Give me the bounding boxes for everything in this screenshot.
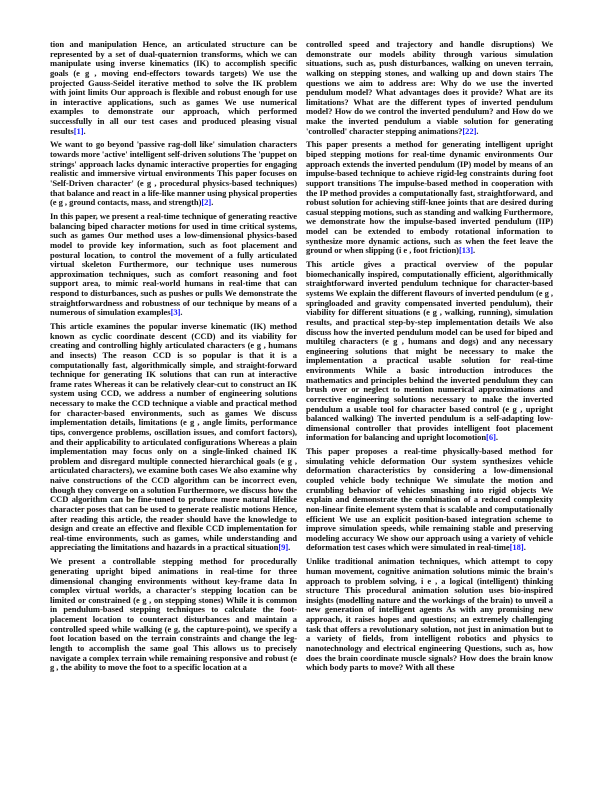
- citation-link[interactable]: [13]: [458, 245, 473, 256]
- citation-link[interactable]: [6]: [486, 432, 496, 443]
- paragraph: [50, 140, 297, 207]
- paragraph: [306, 40, 553, 136]
- paragraph-text: controlled speed and trajectory and handle disruptions) We demonstrate our models ability through various simulation situations, such as, push disturbances, walking on uneven terrain, walking on stepping stones, and walking up and down stairs The questions we aim to address are: Why do we use the inverted pendulum model? What advantages does it provide? What are its limitations? What are the different types of inverted pendulum model? How do we control the inverted pendulum? and How do we make the inverted pendulum a viable solution for generating 'controlled' character stepping animations?: [306, 39, 553, 136]
- paragraph-tail: .: [523, 542, 526, 553]
- right-column: [306, 40, 553, 677]
- paragraph-tail: .: [473, 245, 476, 256]
- paragraph: [306, 447, 553, 553]
- paragraph: [306, 260, 553, 443]
- citation-link[interactable]: [3]: [170, 307, 181, 318]
- paragraph-text: tion and manipulation Hence, an articulated structure can be represented by a set of dual-quaternion transforms, which we can manipulate using inverse kinematics (IK) to accomplish specific goals (e g , moving end-effectors towards targets) We use the projected Gauss-Seidel iterative method to solve the IK problem with joint limits Our approach is flexible and robust enough for use in interactive applications, such as games We use numerical examples to demonstrate our approach, which performed successfully in all our test cases and produced pleasing visual results: [50, 39, 297, 136]
- paragraph-tail: .: [83, 125, 86, 136]
- paragraph-tail: .: [476, 125, 479, 136]
- paragraph-text: We want to go beyond 'passive rag-doll like' simulation characters towards more 'active' intelligent self-driven solutions The 'puppet on strings' approach lacks dynamic interactive properties for engaging realistic and immersive virtual environments This paper focuses on 'Self-Driven character' (e g , procedural physics-based techniques) that balance and react in a life-like manner using physical properties (e g , ground contacts, mass, and strength): [50, 139, 297, 208]
- paragraph: [306, 140, 553, 256]
- paragraph-text: We present a controllable stepping method for procedurally generating upright biped animations in real-time for three dimensional changing environments without key-frame data In complex virtual worlds, a character's stepping location can be limited or constrained (e g , on stepping stones) While it is common in pendulum-based stepping techniques to calculate the foot-placement location to counteract disturbances and maintain a controlled speed while walking (e g, the capture-point), we specify a foot location based on the terrain constraints and change the leg-length to accomplish the same goal This allows us to precisely navigate a complex terrain while remaining responsive and robust (e g , the ability to move the foot to a specific location at a: [50, 556, 297, 673]
- paragraph-tail: .: [288, 542, 291, 553]
- paragraph: [50, 40, 297, 136]
- paragraph: [50, 322, 297, 553]
- paragraph-text: This paper presents a method for generating intelligent upright biped stepping motions for real-time dynamic environments Our approach extends the inverted pendulum (IP) model by means of an impulse-based technique to achieve rigid-leg constraints during foot support transitions The impulse-based method in cooperation with the IP method provides a computationally fast, straightforward, and robust solution for achieving stiff-knee joints that are desired during casual stepping motions, such as standing and walking Furthermore, we demonstrate how the impulse-based inverted pendulum (IIP) model can be extended to embody rotational information to synthesize more dynamic actions, such as when the feet leave the ground or when slipping (i e , foot friction): [306, 139, 553, 256]
- paragraph-tail: .: [495, 432, 498, 443]
- paragraph-text: This article examines the popular inverse kinematic (IK) method known as cyclic coordinate descent (CCD) and its viability for creating and controlling highly articulated characters (e g , humans and insects) The reason CCD is so popular is that it is a computationally fast, algorithmically simple, and straight-forward technique for generating IK solutions that can run at interactive frame rates Whereas it can be relatively clear-cut to construct an IK system using CCD, we address a number of engineering solutions necessary to make the CCD technique a viable and practical method for character-based environments, such as games We discuss implementation details, limitations (e g , angle limits, performance tips, convergence problems, oscillation issues, and comfort factors), and their applicability to articulated configurations Whereas a plain implementation may focus only on a single-linked chained IK problem and disregard multiple connected hierarchical goals (e g , articulated characters), we examine both cases We also examine why naive constructions of the CCD algorithm can be incorrect even, though they converge on a solution Furthermore, we discuss how the CCD algorithm can be fine-tuned to produce more natural lifelike character poses that can be used to generate realistic motions Hence, after reading this article, the reader should have the knowledge to design and create an effective and flexible CCD implementation for real-time environments, such as games, while understanding and appreciating the limitations and hazards in a practical situation: [50, 321, 297, 553]
- citation-link[interactable]: [9]: [278, 542, 289, 553]
- paragraph-text: This paper proposes a real-time physically-based method for simulating vehicle deformation Our system synthesizes vehicle deformation characteristics by considering a low-dimensional coupled vehicle body technique We simulate the motion and crumbling behavior of vehicles smashing into rigid objects We explain and demonstrate the combination of a reduced complexity non-linear finite element system that is scalable and computationally efficient We use an explicit position-based integration scheme to improve simulation speeds, while remaining stable and preserving modeling accuracy We show our approach using a variety of vehicle deformation test cases which were simulated in real-time: [306, 446, 553, 553]
- citation-link[interactable]: [18]: [509, 542, 524, 553]
- paragraph-text: This article gives a practical overview of the popular biomechanically inspired, computationally efficient, algorithmically straightforward inverted pendulum technique for character-based systems We explain the different flavours of inverted pendulum (e g , springloaded and gravity compensated inverted pendulum), their viability for different situations (e g , walking, running), simulation results, and practical step-by-step implementation details We also discuss how the inverted pendulum model can be used for biped and multileg characters (e g , humans and dogs) and any necessary engineering solutions that might be necessary to make the implementation a practical usable solution for real-time environments While a basic introduction introduces the mathematics and principles behind the inverted pendulum they can brush over or neglect to mention numerical approximations and corrective engineering solutions necessary to make the inverted pendulum a usable tool for character based control (e g , upright balanced walking) The inverted pendulum is a self-adapting low-dimensional controller that provides intelligent foot placement information for balancing and upright locomotion: [306, 259, 553, 443]
- paragraph: [306, 557, 553, 673]
- citation-link[interactable]: [2]: [201, 197, 212, 208]
- paragraph-text: Unlike traditional animation techniques, which attempt to copy human movement, cognitive animation solutions mimic the brain's approach to problem solving, i e , a logical (intelligent) thinking structure This procedural animation solution uses bio-inspired insights (modelling nature and the workings of the brain) to unveil a new generation of intelligent agents As with any promising new approach, it raises hopes and questions; an extremely challenging task that offers a revolutionary solution, not just in animation but to a variety of fields, from intelligent robotics and physics to nanotechnology and electrical engineering Questions, such as, how does the brain coordinate muscle signals? How does the brain know which body parts to move? With all these: [306, 556, 553, 673]
- paragraph-text: In this paper, we present a real-time technique of generating reactive balancing biped character motions for used in time critical systems, such as games Our method uses a low-dimensional physics-based model to provide key information, such as foot placement and postural location, to control the movement of a fully articulated virtual skeleton Furthermore, our technique uses numerous approximation techniques, such as comfort reasoning and foot support area, to mimic real-world humans in real-time that can respond to disturbances, such as pushes or pulls We demonstrate the straightforwardness and robustness of our technique by means of a numerous of simulation examples: [50, 211, 297, 318]
- paragraph: [50, 557, 297, 673]
- paragraph: [50, 212, 297, 318]
- citation-link[interactable]: [1]: [73, 125, 84, 136]
- paragraph-tail: .: [180, 307, 183, 318]
- left-column: [50, 40, 297, 677]
- citation-link[interactable]: [22]: [462, 125, 477, 136]
- paragraph-tail: .: [211, 197, 214, 208]
